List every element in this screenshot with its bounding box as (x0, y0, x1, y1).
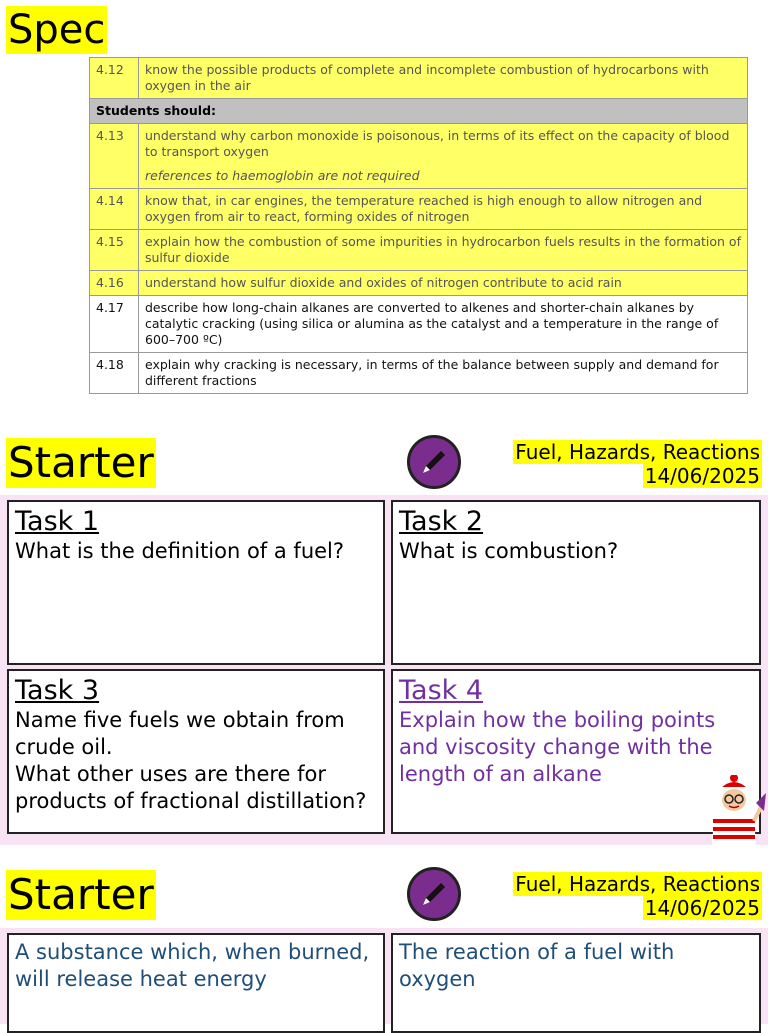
spec-table (89, 57, 748, 394)
task-heading: Task 1 (15, 506, 100, 537)
spec-num: 4.12 (90, 58, 139, 99)
slide2-meta (513, 872, 762, 920)
task-heading: Task 3 (15, 675, 100, 706)
task-body: Name five fuels we obtain from crude oil. (15, 708, 345, 759)
slide2-title: Starter (8, 870, 154, 919)
spec-row (90, 296, 748, 353)
date-label: 14/06/2025 (644, 464, 760, 488)
task-heading: Task 2 (399, 506, 484, 537)
spec-text: explain how the combustion of some impurities in hydrocarbon fuels results in the formation of sulfur dioxide (139, 230, 748, 271)
task-body: What is the definition of a fuel? (15, 539, 345, 563)
spec-num: 4.13 (90, 124, 139, 189)
spec-text: know that, in car engines, the temperature reached is high enough to allow nitrogen and oxygen from air to react, forming oxides of nitrogen (139, 189, 748, 230)
spec-row (90, 230, 748, 271)
spec-text-cell (139, 124, 748, 189)
spec-row (90, 189, 748, 230)
task-2-box (391, 500, 761, 665)
spec-num: 4.15 (90, 230, 139, 271)
pen-icon (407, 867, 461, 921)
task-body: What other uses are there for products of fractional distillation? (15, 762, 367, 813)
task-3-box (7, 669, 385, 834)
spec-num: 4.14 (90, 189, 139, 230)
slide1-meta (513, 440, 762, 488)
spec-num: 4.17 (90, 296, 139, 353)
spec-text: know the possible products of complete and incomplete combustion of hydrocarbons with oxygen in the air (139, 58, 748, 99)
students-should-label: Students should: (90, 99, 748, 124)
answer-text: The reaction of a fuel with oxygen (399, 940, 675, 991)
task-body: Explain how the boiling points and viscosity change with the length of an alkane (399, 708, 716, 786)
answer-2-box (391, 933, 761, 1033)
wally-character-icon (700, 775, 766, 845)
spec-row (90, 353, 748, 394)
spec-row (90, 124, 748, 189)
spec-title: Spec (8, 7, 106, 53)
spec-text: understand how sulfur dioxide and oxides of nitrogen contribute to acid rain (139, 271, 748, 296)
pen-icon (407, 435, 461, 489)
answer-1-box (7, 933, 385, 1033)
date-label: 14/06/2025 (644, 896, 760, 920)
slide1-title: Starter (8, 438, 154, 487)
topic-label: Fuel, Hazards, Reactions (515, 440, 760, 464)
task-heading: Task 4 (399, 675, 484, 706)
task-body: What is combustion? (399, 539, 619, 563)
spec-row (90, 271, 748, 296)
topic-label: Fuel, Hazards, Reactions (515, 872, 760, 896)
task-1-box (7, 500, 385, 665)
answer-text: A substance which, when burned, will release heat energy (15, 940, 370, 991)
spec-text: describe how long-chain alkanes are converted to alkenes and shorter-chain alkanes by catalytic cracking (using silica or alumina as the catalyst and a temperature in the range of 600–700 ºC) (139, 296, 748, 353)
spec-header-row (90, 99, 748, 124)
spec-note: references to haemoglobin are not required (145, 168, 420, 183)
spec-text: understand why carbon monoxide is poisonous, in terms of its effect on the capacity of blood to transport oxygen (145, 128, 730, 159)
spec-num: 4.16 (90, 271, 139, 296)
spec-row (90, 58, 748, 99)
spec-num: 4.18 (90, 353, 139, 394)
spec-text: explain why cracking is necessary, in terms of the balance between supply and demand for different fractions (139, 353, 748, 394)
